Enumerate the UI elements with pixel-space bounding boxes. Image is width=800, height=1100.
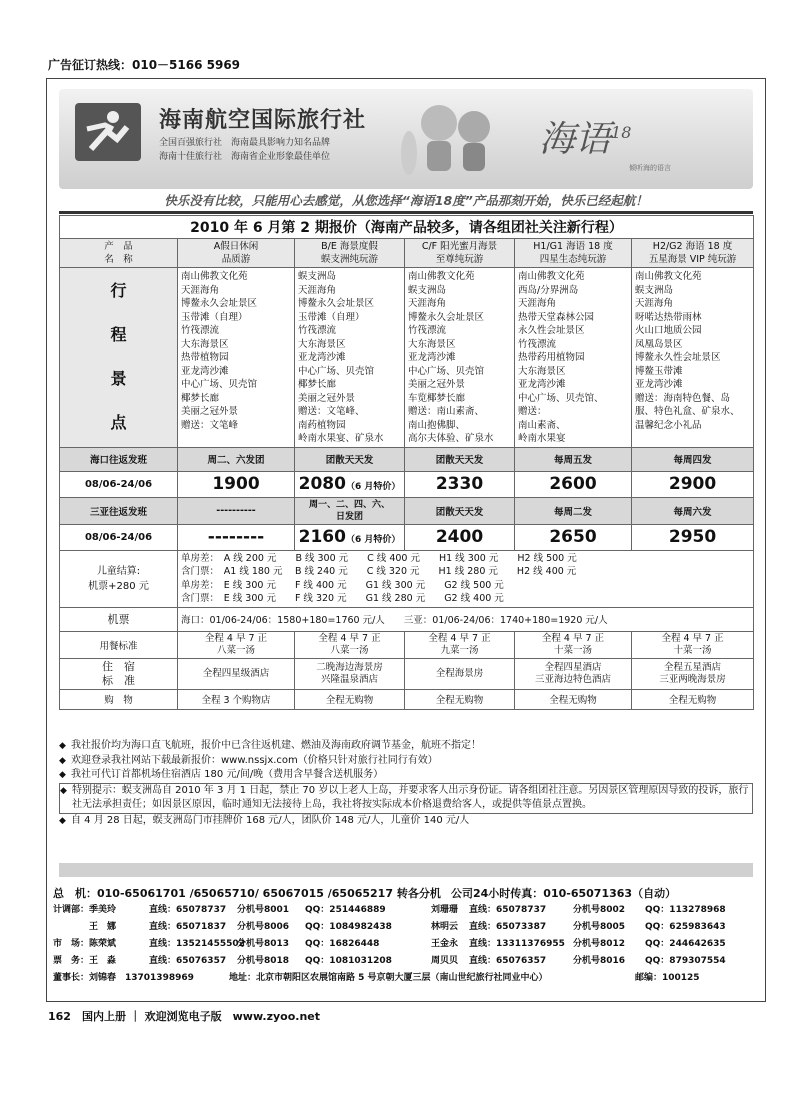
hotel-cell: 全程四星酒店 三亚海边特色酒店 bbox=[515, 658, 632, 689]
depart-cell: 每周六发 bbox=[632, 497, 754, 524]
contact-cell: 直线：65076357 bbox=[149, 956, 227, 966]
depart-cell: 每周五发 bbox=[515, 447, 632, 471]
price-value: 2160 bbox=[298, 527, 346, 547]
haikou-date: 08/06-24/06 bbox=[60, 471, 178, 497]
notes bbox=[59, 739, 753, 828]
note-item: ◆ 我社可代订首都机场住宿酒店 180 元/间/晚（费用含早餐含送机服务） bbox=[59, 768, 753, 783]
hotel-cell: 全程海景房 bbox=[405, 658, 515, 689]
contact-cell: 刘珊珊 bbox=[431, 905, 459, 915]
depart-cell: 团散天天发 bbox=[295, 447, 405, 471]
contact-row bbox=[47, 934, 766, 951]
runner-logo-icon bbox=[83, 109, 133, 155]
contact-cell: 分机号8002 bbox=[573, 905, 626, 915]
contact-block bbox=[47, 883, 766, 985]
contact-cell: 分机号8012 bbox=[573, 939, 626, 949]
fax-line: 公司24小时传真：010-65071363（自动） bbox=[451, 887, 677, 900]
itinerary-cell: 蜈支洲岛 天涯海角 博鳌永久会址景区 玉带滩（自理） 竹筏漂流 大东海景区 亚龙湾沙滩 中心广场、贝壳馆 椰梦长廊 美丽之冠外景 赠送：文笔峰、 南药植物园 岭南水果宴、矿泉水 bbox=[295, 268, 405, 448]
price-cell bbox=[295, 524, 405, 550]
hotel-cell: 全程四星级酒店 bbox=[178, 658, 295, 689]
contact-cell: 分机号8005 bbox=[573, 922, 626, 932]
contact-cell: 分机号8013 bbox=[237, 939, 290, 949]
contact-cell: 直线：65076357 bbox=[469, 956, 547, 966]
hotel-cell: 全程五星酒店 三亚两晚海景房 bbox=[632, 658, 754, 689]
itinerary-cell: 南山佛教文化苑 天涯海角 博鳌永久会址景区 玉带滩（自理） 竹筏漂流 大东海景区 热带植物园 亚龙湾沙滩 中心广场、贝壳馆 椰梦长廊 美丽之冠外景 赠送：文笔峰 bbox=[178, 268, 295, 448]
divider bbox=[59, 211, 753, 214]
depart-cell: 团散天天发 bbox=[405, 447, 515, 471]
column-header: B/E 海景度假 蜈支洲纯玩游 bbox=[295, 239, 405, 268]
depart-cell: 周一、二、四、六、 日发团 bbox=[295, 497, 405, 524]
contact-row bbox=[47, 900, 766, 917]
price-cell: 2600 bbox=[515, 471, 632, 497]
itinerary-label bbox=[60, 268, 178, 448]
contact-cell: QQ：625983643 bbox=[645, 922, 726, 932]
itinerary-char: 程 bbox=[110, 325, 127, 345]
contact-row bbox=[47, 951, 766, 968]
note-item: ◆ 欢迎登录我社网站下载最新报价：www.nssjx.com（价格只针对旅行社同行有效） bbox=[59, 754, 753, 769]
contact-cell: 分机号8006 bbox=[237, 922, 290, 932]
itinerary-cell: 南山佛教文化苑 蜈支洲岛 天涯海角 呀喏达热带雨林 火山口地质公园 凤凰岛景区 博鳌永久性会址景区 博鳌玉带滩 亚龙湾沙滩 赠送：海南特色餐、岛 服、特色礼盒、矿泉水、 温馨纪念小礼品 bbox=[632, 268, 754, 448]
contact-cell: 市 场：陈荣斌 bbox=[53, 939, 117, 949]
contact-cell: QQ：16826448 bbox=[305, 939, 380, 949]
contact-cell: 王金永 bbox=[431, 939, 459, 949]
contact-cell: QQ：1084982438 bbox=[305, 922, 392, 932]
itinerary-char: 景 bbox=[110, 369, 127, 389]
contact-cell: 计调部：季美玲 bbox=[53, 905, 117, 915]
contact-cell: 王 娜 bbox=[53, 922, 117, 932]
sanya-date: 08/06-24/06 bbox=[60, 524, 178, 550]
contact-cell: 分机号8016 bbox=[573, 956, 626, 966]
note-item: ◆ 我社报价均为海口直飞航班，报价中已含往返机建、燃油及海南政府调节基金，航班不指定！ bbox=[59, 739, 753, 754]
contact-cell: 直线：65078737 bbox=[149, 905, 227, 915]
price-cell: 2330 bbox=[405, 471, 515, 497]
company-name: 海南航空国际旅行社 bbox=[159, 108, 367, 133]
price-cell: 1900 bbox=[178, 471, 295, 497]
depart-cell: 每周二发 bbox=[515, 497, 632, 524]
contact-cell: 直线：65073387 bbox=[469, 922, 547, 932]
meal-label: 用餐标准 bbox=[60, 631, 178, 658]
mascot-kids-icon bbox=[389, 93, 519, 183]
child-label: 儿童结算: 机票+280 元 bbox=[60, 550, 178, 607]
banner bbox=[59, 89, 753, 189]
price-table bbox=[59, 215, 754, 710]
itinerary-cell: 南山佛教文化苑 蜈支洲岛 天涯海角 博鳌永久会址景区 竹筏漂流 大东海景区 亚龙湾沙滩 中心广场、贝壳馆 美丽之冠外景 车览椰梦长廊 赠送：南山素斋、 南山抱佛脚、 高尔夫体验、矿泉水 bbox=[405, 268, 515, 448]
contact-cell: 票 务：王 淼 bbox=[53, 956, 117, 966]
contact-cell: 分机号8001 bbox=[237, 905, 290, 915]
contact-cell: QQ：113278968 bbox=[645, 905, 726, 915]
itinerary-cell: 南山佛教文化苑 西岛/分界洲岛 天涯海角 热带天堂森林公园 永久性会址景区 竹筏漂流 热带药用植物园 大东海景区 亚龙湾沙滩 中心广场、贝壳馆、 赠送： 南山素斋、 岭南水果宴 bbox=[515, 268, 632, 448]
chair-line: 董事长：刘锦春 13701398969 bbox=[53, 973, 194, 983]
price-cell bbox=[295, 471, 405, 497]
product-label: 产 品 名 称 bbox=[60, 239, 178, 268]
child-lines bbox=[178, 550, 754, 607]
price-cell: -------- bbox=[178, 524, 295, 550]
price-cell: 2400 bbox=[405, 524, 515, 550]
itinerary-char: 行 bbox=[110, 281, 127, 301]
hotel-label: 住 宿 标 准 bbox=[60, 658, 178, 689]
child-line: 含门票： E 线 300 元 F 线 320 元 G1 线 280 元 G2 线 400 元 bbox=[181, 593, 504, 604]
meal-cell: 全程 4 早 7 正 八菜一汤 bbox=[295, 631, 405, 658]
contact-cell: QQ：1081031208 bbox=[305, 956, 392, 966]
shop-cell: 全程无购物 bbox=[295, 689, 405, 709]
contact-cell: QQ：879307554 bbox=[645, 956, 726, 966]
note-item: ◆ 特别提示：蜈支洲岛自 2010 年 3 月 1 日起，禁止 70 岁以上老人上岛，并要求客人出示身份证。请各组团社注意。另因景区管理原因导致的投诉，旅行社无法承担责任；如因景区原因，临时通知无法接待上岛，我社将按实际成本价格退费给客人，或提供等值景点置换。 bbox=[59, 783, 753, 814]
meal-cell: 全程 4 早 7 正 八菜一汤 bbox=[178, 631, 295, 658]
contact-cell: QQ：244642635 bbox=[645, 939, 726, 949]
special-note: （6 月特价） bbox=[345, 482, 401, 492]
itinerary-char: 点 bbox=[110, 413, 127, 433]
depart-cell: 每周四发 bbox=[632, 447, 754, 471]
postcode-line: 邮编：100125 bbox=[635, 973, 700, 983]
haiyu-logo bbox=[539, 111, 631, 162]
note-item: ◆ 自 4 月 28 日起，蜈支洲岛门市挂牌价 168 元/人，团队价 148 元/人，儿童价 140 元/人 bbox=[59, 814, 753, 829]
column-header: C/F 阳光蜜月海景 至尊纯玩游 bbox=[405, 239, 515, 268]
hotel-cell: 二晚海边海景房 兴隆温泉酒店 bbox=[295, 658, 405, 689]
shop-cell: 全程无购物 bbox=[405, 689, 515, 709]
haiyu-text: 海语 bbox=[539, 119, 612, 160]
column-header: H2/G2 海语 18 度 五星海景 VIP 纯玩游 bbox=[632, 239, 754, 268]
shop-cell: 全程无购物 bbox=[632, 689, 754, 709]
ticket-label: 机票 bbox=[60, 607, 178, 631]
depart-cell: ---------- bbox=[178, 497, 295, 524]
contact-cell: 直线：65071837 bbox=[149, 922, 227, 932]
company-tagline-1: 全国百强旅行社 海南最具影响力知名品牌 bbox=[159, 138, 331, 148]
price-cell: 2950 bbox=[632, 524, 754, 550]
slogan: 快乐没有比较，只能用心去感觉，从您选择“海语18度”产品那刻开始，快乐已经起航！ bbox=[164, 193, 648, 208]
contact-cell: 周贝贝 bbox=[431, 956, 459, 966]
special-note: （6 月特价） bbox=[345, 535, 401, 545]
haiyu-number: 18 bbox=[611, 123, 632, 142]
child-line: 单房差： A 线 200 元 B 线 300 元 C 线 400 元 H1 线 300 元 H2 线 500 元 bbox=[181, 552, 577, 564]
column-header: A假日休闲 品质游 bbox=[178, 239, 295, 268]
contact-row bbox=[47, 968, 766, 985]
price-cell: 2650 bbox=[515, 524, 632, 550]
company-tagline-2: 海南十佳旅行社 海南省企业形象最佳单位 bbox=[159, 152, 331, 162]
ad-frame bbox=[46, 78, 766, 1002]
column-header: H1/G1 海语 18 度 四星生态纯玩游 bbox=[515, 239, 632, 268]
ticket-text: 海口：01/06-24/06：1580+180=1760 元/人 三亚：01/06-24/06：1740+180=1920 元/人 bbox=[178, 607, 754, 631]
company-logo bbox=[75, 103, 141, 161]
table-caption: 2010 年 6 月第 2 期报价（海南产品较多，请各组团社关注新行程） bbox=[60, 216, 754, 239]
haiyu-subtitle: 倾听海的语言 bbox=[629, 164, 671, 172]
haikou-label: 海口往返发班 bbox=[60, 447, 178, 471]
page-footer: 162 国内上册 ｜ 欢迎浏览电子版 www.zyoo.net bbox=[48, 1010, 320, 1023]
shop-cell: 全程 3 个购物店 bbox=[178, 689, 295, 709]
contact-cell: QQ：251446889 bbox=[305, 905, 386, 915]
contact-cell: 直线：65078737 bbox=[469, 905, 547, 915]
meal-cell: 全程 4 早 7 正 十菜一汤 bbox=[515, 631, 632, 658]
contact-cell: 直线：13311376955 bbox=[469, 939, 565, 949]
contact-row bbox=[47, 917, 766, 934]
contact-cell: 分机号8018 bbox=[237, 956, 290, 966]
price-cell: 2900 bbox=[632, 471, 754, 497]
sanya-label: 三亚往返发班 bbox=[60, 497, 178, 524]
gray-bar bbox=[59, 863, 753, 877]
contact-main bbox=[47, 883, 766, 900]
main-line: 总 机：010-65061701 /65065710/ 65067015 /65065217 转各分机 bbox=[53, 887, 441, 900]
ad-hotline: 广告征订热线：010－5166 5969 bbox=[48, 58, 241, 72]
address-line: 地址：北京市朝阳区农展馆南路 5 号京朝大厦三层（南山世纪旅行社同业中心） bbox=[229, 973, 548, 983]
price-value: 2080 bbox=[298, 474, 346, 494]
child-line: 含门票： A1 线 180 元 B 线 240 元 C 线 320 元 H1 线 280 元 H2 线 400 元 bbox=[181, 566, 577, 577]
depart-cell: 周二、六发团 bbox=[178, 447, 295, 471]
shop-cell: 全程无购物 bbox=[515, 689, 632, 709]
depart-cell: 团散天天发 bbox=[405, 497, 515, 524]
child-line: 单房差： E 线 300 元 F 线 400 元 G1 线 300 元 G2 线 500 元 bbox=[181, 579, 504, 591]
contact-cell: 直线：13521455502 bbox=[149, 939, 245, 949]
meal-cell: 全程 4 早 7 正 九菜一汤 bbox=[405, 631, 515, 658]
contact-cell: 林明云 bbox=[431, 922, 459, 932]
shop-label: 购 物 bbox=[60, 689, 178, 709]
meal-cell: 全程 4 早 7 正 十菜一汤 bbox=[632, 631, 754, 658]
